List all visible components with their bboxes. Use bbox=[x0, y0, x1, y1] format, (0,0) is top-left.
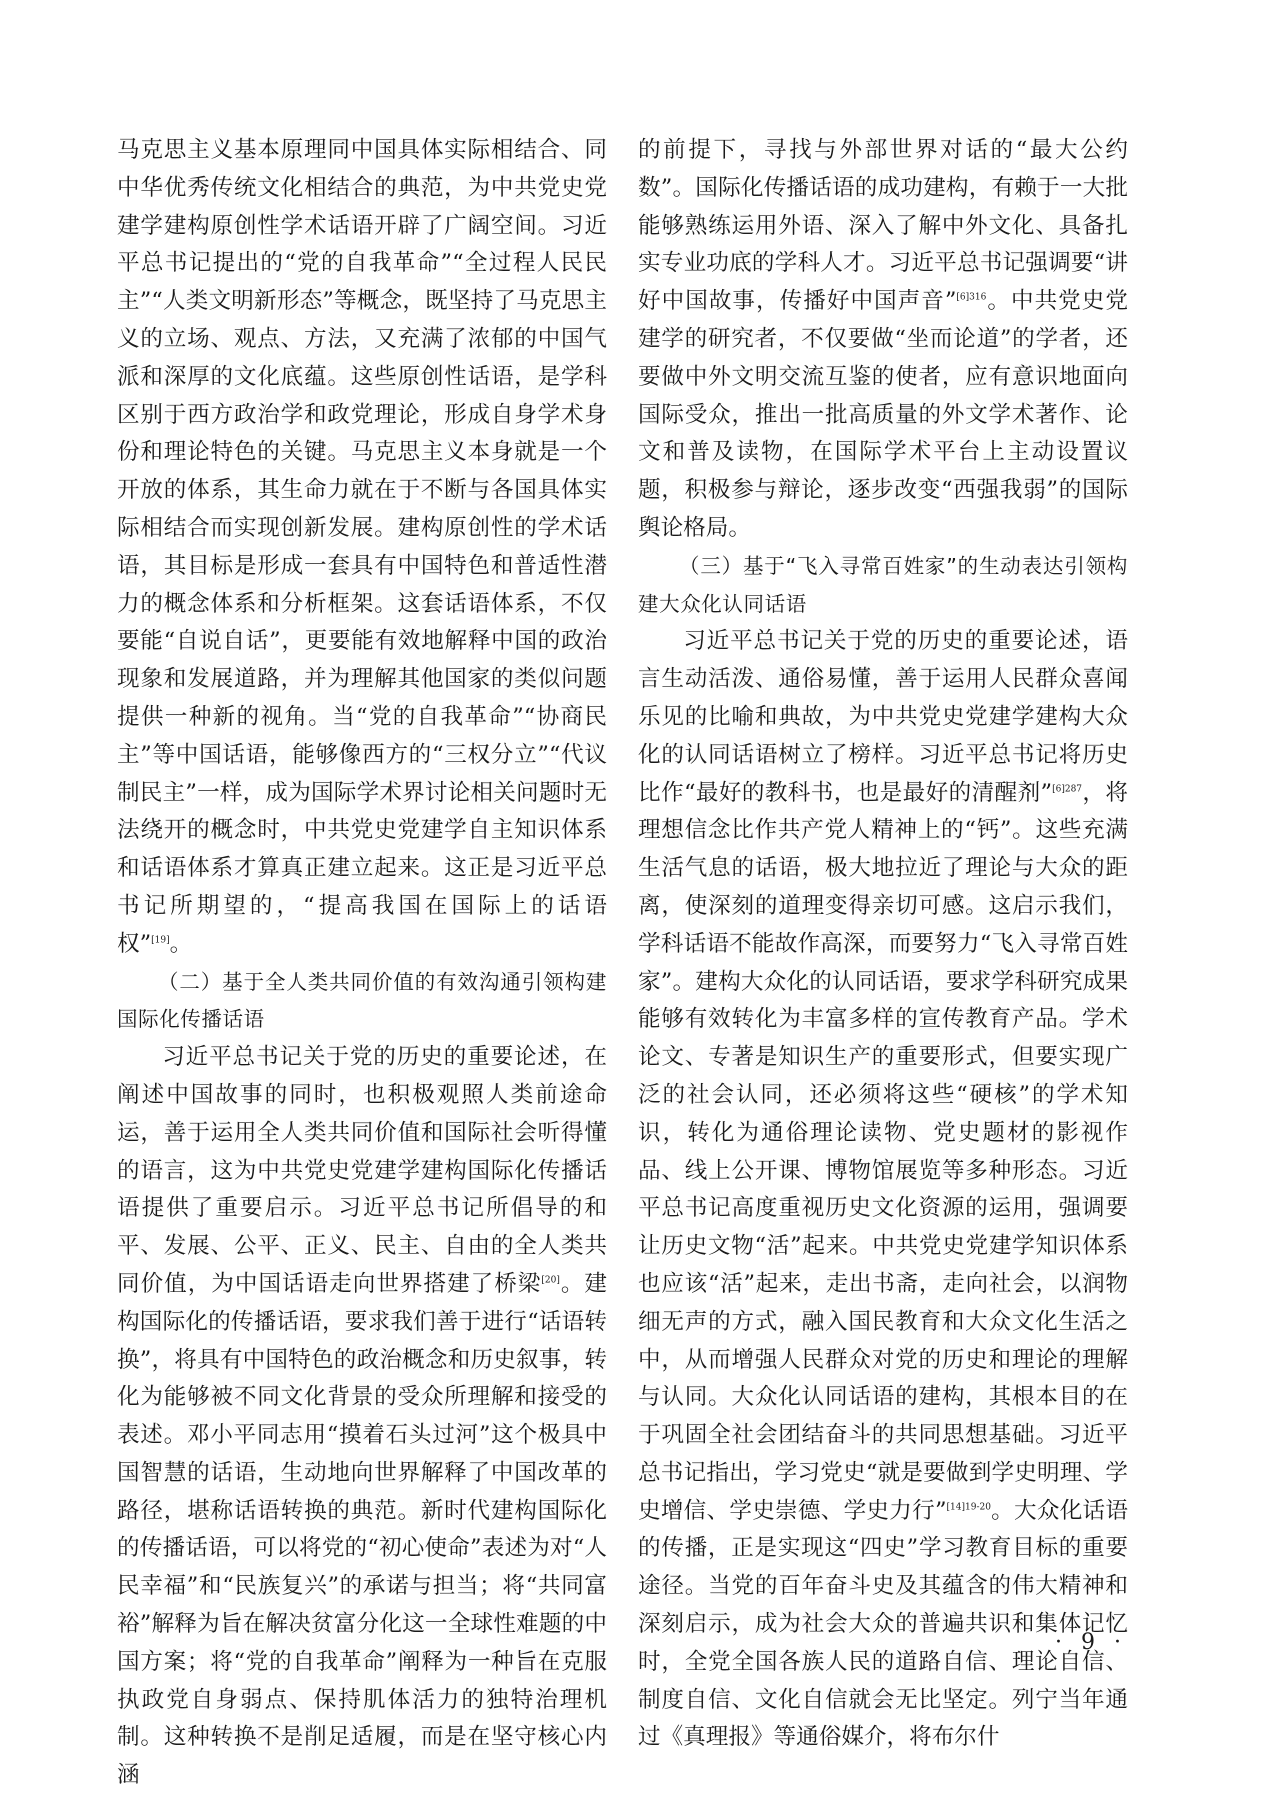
paragraph: 马克思主义基本原理同中国具体实际相结合、同中华优秀传统文化相结合的典范，为中共党史党建学建构原创性学术话语开辟了广阔空间。习近平总书记提出的“党的自我革命”“全过程人民民主”“人类文明新形态”等概念，既坚持了马克思主义的立场、观点、方法，又充满了浓郁的中国气派和深厚的文化底蕴。这些原创性话语，是学科区别于西方政治学和政党理论，形成自身学术身份和理论特色的关键。马克思主义本身就是一个开放的体系，其生命力就在于不断与各国具体实际相结合而实现创新发展。建构原创性的学术话语，其目标是形成一套具有中国特色和普适性潜力的概念体系和分析框架。这套话语体系，不仅要能“自说自话”，更要能有效地解释中国的政治现象和发展道路，并为理解其他国家的类似问题提供一种新的视角。当“党的自我革命”“协商民主”等中国话语，能够像西方的“三权分立”“代议制民主”一样，成为国际学术界讨论相关问题时无法绕开的概念时，中共党史党建学自主知识体系和话语体系才算真正建立起来。这正是习近平总书记所期望的，“提高我国在国际上的话语权”[19]。 bbox=[117, 137, 607, 957]
section-heading: （二）基于全人类共同价值的有效沟通引领构建国际化传播话语 bbox=[117, 969, 607, 1032]
citation-ref: [14]19-20 bbox=[946, 1502, 991, 1513]
right-column bbox=[638, 132, 1128, 1757]
citation-ref: [6]316 bbox=[956, 292, 987, 303]
citation-ref: [20] bbox=[541, 1275, 560, 1286]
paragraph: 习近平总书记关于党的历史的重要论述，语言生动活泼、通俗易懂，善于运用人民群众喜闻乐见的比喻和典故，为中共党史党建学建构大众化的认同话语树立了榜样。习近平总书记将历史比作“最好的教科书，也是最好的清醒剂”$^{[6]287}$，将理想信念比作共产党人精神上的“钙”。这些充满生活气息的话语，极大地拉近了理论与大众的距离，使深刻的道理变得亲切可感。这启示我们，学科话语不能故作高深，而要努力“飞入寻常百姓家”。建构大众化的认同话语，要求学科研究成果能够有效转化为丰富多样的宣传教育产品。学术论文、专著是知识生产的重要形式，但要实现广泛的社会认同，还必须将这些“硬核”的学术知识，转化为通俗理论读物、党史题材的影视作品、线上公开课、博物馆展览等多种形态。习近平总书记高度重视历史文化资源的运用，强调要让历史文物“活”起来。中共党史党建学知识体系也应该“活”起来，走出书斋，走向社会，以润物细无声的方式，融入国民教育和大众文化生活之中，从而增强人民群众对党的历史和理论的理解与认同。大众化认同话语的建构，其根本目的在于巩固全社会团结奋斗的共同思想基础。习近平总书记指出，学习党史“就是要做到学史明理、学史增信、学史崇德、学史力行”$^{[14]19-20}$。大众化话语的传播，正是实现这“四史”学习教育目标的重要途径。当党的百年奋斗史及其蕴含的伟大精神和深刻启示，成为社会大众的普遍共识和集体记忆时，全党全国各族人民的道路自信、理论自信、制度自信、文化自信就会无比坚定。列宁当年通过《真理报》等通俗媒介，将布尔什 bbox=[638, 628, 1129, 1751]
citation-ref: [19] bbox=[151, 935, 170, 946]
page-number: · 9 · bbox=[1055, 1630, 1127, 1655]
paragraph: 的前提下，寻找与外部世界对话的“最大公约数”。国际化传播话语的成功建构，有赖于一大批能够熟练运用外语、深入了解中外文化、具备扎实专业功底的学科人才。习近平总书记强调要“讲好中国故事，传播好中国声音”$^{[6]316}$。中共党史党建学的研究者，不仅要做“坐而论道”的学者，还要做中外文明交流互鉴的使者，应有意识地面向国际受众，推出一批高质量的外文学术著作、论文和普及读物，在国际学术平台上主动设置议题，积极参与辩论，逐步改变“西强我弱”的国际舆论格局。 bbox=[638, 137, 1128, 541]
citation-ref: [6]287 bbox=[1052, 784, 1083, 795]
section-heading: （三）基于“飞入寻常百姓家”的生动表达引领构建大众化认同话语 bbox=[638, 553, 1128, 616]
left-column bbox=[117, 132, 607, 1795]
paragraph: 习近平总书记关于党的历史的重要论述，在阐述中国故事的同时，也积极观照人类前途命运，善于运用全人类共同价值和国际社会听得懂的语言，这为中共党史党建学建构国际化传播话语提供了重要启示。习近平总书记所倡导的和平、发展、公平、正义、民主、自由的全人类共同价值，为中国话语走向世界搭建了桥梁[20]。建构国际化的传播话语，要求我们善于进行“话语转换”，将具有中国特色的政治概念和历史叙事，转化为能够被不同文化背景的受众所理解和接受的表述。邓小平同志用“摸着石头过河”这个极具中国智慧的话语，生动地向世界解释了中国改革的路径，堪称话语转换的典范。新时代建构国际化的传播话语，可以将党的“初心使命”表述为对“人民幸福”和“民族复兴”的承诺与担当；将“共同富裕”解释为旨在解决贫富分化这一全球性难题的中国方案；将“党的自我革命”阐释为一种旨在克服执政党自身弱点、保持肌体活力的独特治理机制。这种转换不是削足适履，而是在坚守核心内涵 bbox=[117, 1044, 608, 1789]
